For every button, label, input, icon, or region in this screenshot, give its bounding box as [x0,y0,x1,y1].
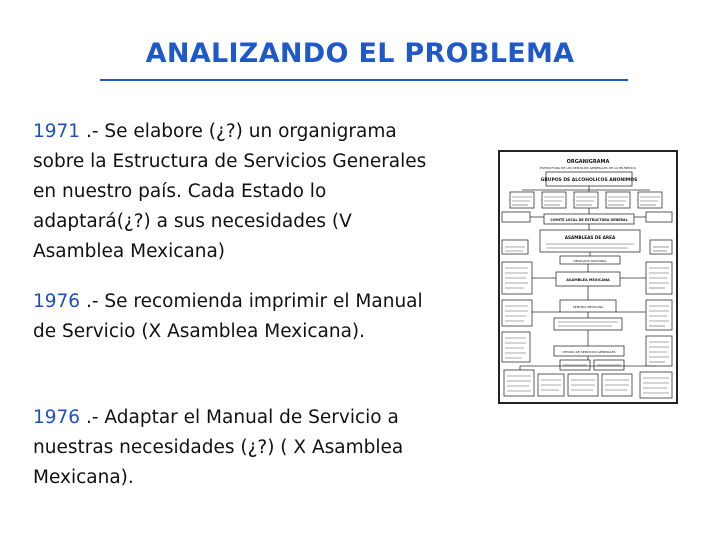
paragraph-text: .- Se recomienda imprimir el Manual de Servicio (X Asamblea Mexicana). [33,291,423,342]
org-chart-office-box: OFICINA DE SERVICIOS GENERALES [562,350,616,354]
org-chart-drawing [500,152,676,402]
year-label: 1971 [33,121,81,142]
paragraph-1971 [33,117,433,267]
paragraph-text: .- Adaptar el Manual de Servicio a nuestras necesidades (¿?) ( X Asamblea Mexicana). [33,407,404,488]
org-chart-asamblea-box: ASAMBLEA MEXICANA [566,278,610,282]
org-chart-area-box: ASAMBLEAS DE AREA [564,235,616,240]
org-chart-heading: ORGANIGRAMA [566,159,610,165]
year-label: 1976 [33,407,81,428]
org-chart-subheading: ESTRUCTURA DE LOS SERVICIOS GENERALES DE AA EN MEXICO [540,166,636,170]
paragraph-1976-a [33,287,433,347]
org-chart-mid-box: COMITÉ LOCAL DE ESTRUCTURA GENERAL [550,218,628,222]
title-underline [100,79,628,81]
org-chart-national-box: DELEGADO NACIONAL [573,259,607,263]
year-label: 1976 [33,291,81,312]
page-title: ANALIZANDO EL PROBLEMA [145,38,575,69]
paragraph-1976-b [33,403,433,493]
org-chart-image [498,150,678,404]
org-chart-general-box: CENTRAL MEXICANA [572,305,604,309]
org-chart-main-box: GRUPOS DE ALCOHOLICOS ANONIMOS [540,178,638,183]
paragraph-text: .- Se elabore (¿?) un organigrama sobre la Estructura de Servicios Generales en nuestro país. Cada Estado lo adaptará(¿?) a sus necesidades (V Asamblea Mexicana) [33,121,427,262]
